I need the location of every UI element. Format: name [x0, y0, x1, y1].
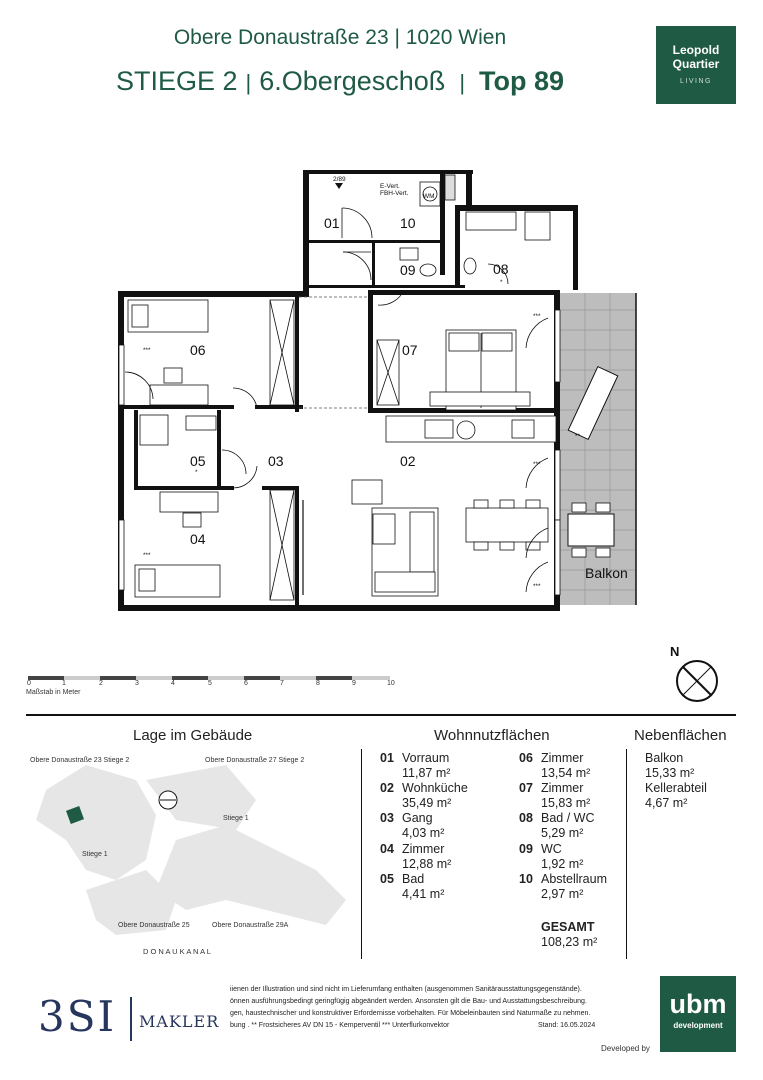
area-name: Vorraum — [402, 751, 450, 765]
area-name: Zimmer — [402, 842, 445, 856]
north-arrow — [670, 644, 717, 701]
scale-label: Maßstab in Meter — [26, 689, 81, 696]
area-name: Gang — [402, 811, 433, 825]
washing-machine-label: WM — [423, 193, 435, 200]
ubm-logo — [660, 976, 736, 1052]
scale-tick: 9 — [352, 680, 356, 687]
room-label-03: 03 — [268, 453, 284, 469]
floor-label: 6.Obergeschoß — [259, 66, 446, 96]
area-no: 05 — [380, 872, 394, 886]
area-value: 2,97 m² — [541, 887, 584, 901]
developed-by-label: Developed by — [601, 1044, 650, 1053]
area-name: Abstellraum — [541, 872, 607, 886]
marker: * — [500, 279, 503, 286]
separator: | — [459, 70, 466, 95]
floor-plan — [0, 150, 763, 659]
map-label: D O N A U K A N A L — [143, 947, 211, 956]
logo-line: LIVING — [680, 78, 712, 85]
sofa-icon — [352, 480, 438, 596]
convector-marker: *** — [143, 552, 151, 559]
scale-tick: 4 — [171, 680, 175, 687]
wohn-title: Wohnnutzflächen — [434, 727, 550, 744]
area-name: WC — [541, 842, 562, 856]
map-label: Obere Donaustraße 27 Stiege 2 — [205, 757, 305, 764]
area-name: Zimmer — [541, 751, 584, 765]
balcony-area — [560, 293, 636, 605]
door-tag: 2/89 — [333, 176, 346, 183]
area-value: 13,54 m² — [541, 766, 591, 780]
disclaimer-line: bung . ** Frostsicheres AV DN 15 - Kemperventil *** Unterflurkonvektor — [230, 1022, 450, 1029]
dining-table — [466, 500, 548, 550]
scale-tick: 3 — [135, 680, 139, 687]
ubm-logo-sub: development — [673, 1021, 723, 1030]
neben-title: Nebenflächen — [634, 727, 727, 744]
frost-valve-marker: ** — [575, 433, 581, 440]
convector-marker: *** — [143, 347, 151, 354]
scale-tick: 1 — [62, 680, 66, 687]
neben-list — [645, 751, 707, 811]
divider — [26, 714, 736, 716]
stand-date: Stand: 16.05.2024 — [538, 1022, 596, 1029]
neben-name: Balkon — [645, 751, 684, 765]
map-label: Stiege 1 — [223, 815, 249, 822]
room-label-08: 08 — [493, 261, 509, 277]
total-label: GESAMT — [541, 920, 595, 934]
area-name: Wohnküche — [402, 781, 468, 795]
scale-tick: 10 — [387, 680, 395, 687]
site-map — [26, 760, 356, 960]
makler-logo-text: MAKLER — [139, 1012, 220, 1031]
total-area — [541, 920, 597, 950]
area-no: 10 — [519, 872, 533, 886]
fbh-vert-label: FBH-Vert. — [380, 190, 409, 197]
balcony-label: Balkon — [585, 565, 628, 581]
map-label: Obere Donaustraße 29A — [212, 922, 289, 929]
room-label-07: 07 — [402, 342, 418, 358]
lage-title: Lage im Gebäude — [133, 727, 253, 744]
convector-marker: *** — [533, 583, 541, 590]
area-value: 12,88 m² — [402, 857, 452, 871]
scale-tick: 8 — [316, 680, 320, 687]
total-value: 108,23 m² — [541, 935, 598, 949]
area-no: 06 — [519, 751, 533, 765]
neben-area: 15,33 m² — [645, 766, 695, 780]
area-value: 4,41 m² — [402, 887, 445, 901]
logo-line: Leopold — [672, 43, 720, 57]
map-label: Stiege 1 — [82, 851, 108, 858]
north-label: N — [670, 644, 680, 659]
beds — [128, 300, 516, 597]
area-value: 5,29 m² — [541, 826, 584, 840]
room-label-10: 10 — [400, 215, 416, 231]
area-value: 35,49 m² — [402, 796, 452, 810]
stiege-label: STIEGE 2 — [115, 66, 238, 96]
area-value: 1,92 m² — [541, 857, 584, 871]
area-value: 15,83 m² — [541, 796, 591, 810]
area-name: Bad / WC — [541, 811, 595, 825]
room-label-05: 05 — [190, 453, 206, 469]
divider — [626, 749, 627, 959]
divider — [361, 749, 362, 959]
convector-marker: *** — [533, 461, 541, 468]
logo-line: Quartier — [672, 57, 720, 71]
balcony-table-icon — [568, 514, 614, 546]
disclaimer-line: iienen der Illustration und sind nicht im Lieferumfang enthalten (ausgenommen Sanitärausstattungsgegenstände). — [230, 986, 582, 993]
area-no: 04 — [380, 842, 394, 856]
room-label-06: 06 — [190, 342, 206, 358]
leopold-quartier-logo — [656, 26, 736, 104]
area-no: 01 — [380, 751, 394, 765]
project-address: Obere Donaustraße 23 | 1020 Wien — [173, 26, 507, 49]
top-number: Top 89 — [479, 66, 565, 96]
area-no: 09 — [519, 842, 533, 856]
scale-tick: 2 — [99, 680, 103, 687]
area-name: Zimmer — [541, 781, 584, 795]
marker: * — [195, 469, 198, 476]
scale-tick: 5 — [208, 680, 212, 687]
room-label-01: 01 — [324, 215, 340, 231]
ubm-logo-text: ubm — [669, 989, 727, 1019]
separator: | — [245, 70, 252, 95]
map-label: Obere Donaustraße 23 Stiege 2 — [30, 757, 130, 764]
3si-logo: 3SI — [38, 992, 117, 1041]
kitchen — [386, 392, 556, 442]
room-label-04: 04 — [190, 531, 206, 547]
area-no: 02 — [380, 781, 394, 795]
area-value: 4,03 m² — [402, 826, 445, 840]
disclaimer-line: önnen ausführungsbedingt geringfügig abgeändert werden. Ansonsten gilt die Bau- und Ausstattungsbeschreibung. — [230, 998, 587, 1005]
room-label-02: 02 — [400, 453, 416, 469]
neben-area: 4,67 m² — [645, 796, 688, 810]
convector-marker: *** — [533, 313, 541, 320]
disclaimer-line: gen, haustechnischer und konstruktiver Erfordernisse vorbehalten. Für Möbeleinbauten sind Naturmaße zu nehmen. — [230, 1010, 591, 1017]
area-value: 11,87 m² — [402, 766, 451, 780]
e-vert-label: E-Vert. — [380, 183, 400, 190]
area-no: 08 — [519, 811, 533, 825]
area-no: 03 — [380, 811, 394, 825]
unit-title — [0, 66, 680, 97]
area-no: 07 — [519, 781, 533, 795]
scale-tick: 0 — [27, 680, 31, 687]
room-label-09: 09 — [400, 262, 416, 278]
map-label: Obere Donaustraße 25 — [118, 922, 190, 929]
area-name: Bad — [402, 872, 425, 886]
neben-name: Kellerabteil — [645, 781, 707, 795]
scale-tick: 6 — [244, 680, 248, 687]
scale-tick: 7 — [280, 680, 284, 687]
logo-divider — [130, 997, 132, 1041]
